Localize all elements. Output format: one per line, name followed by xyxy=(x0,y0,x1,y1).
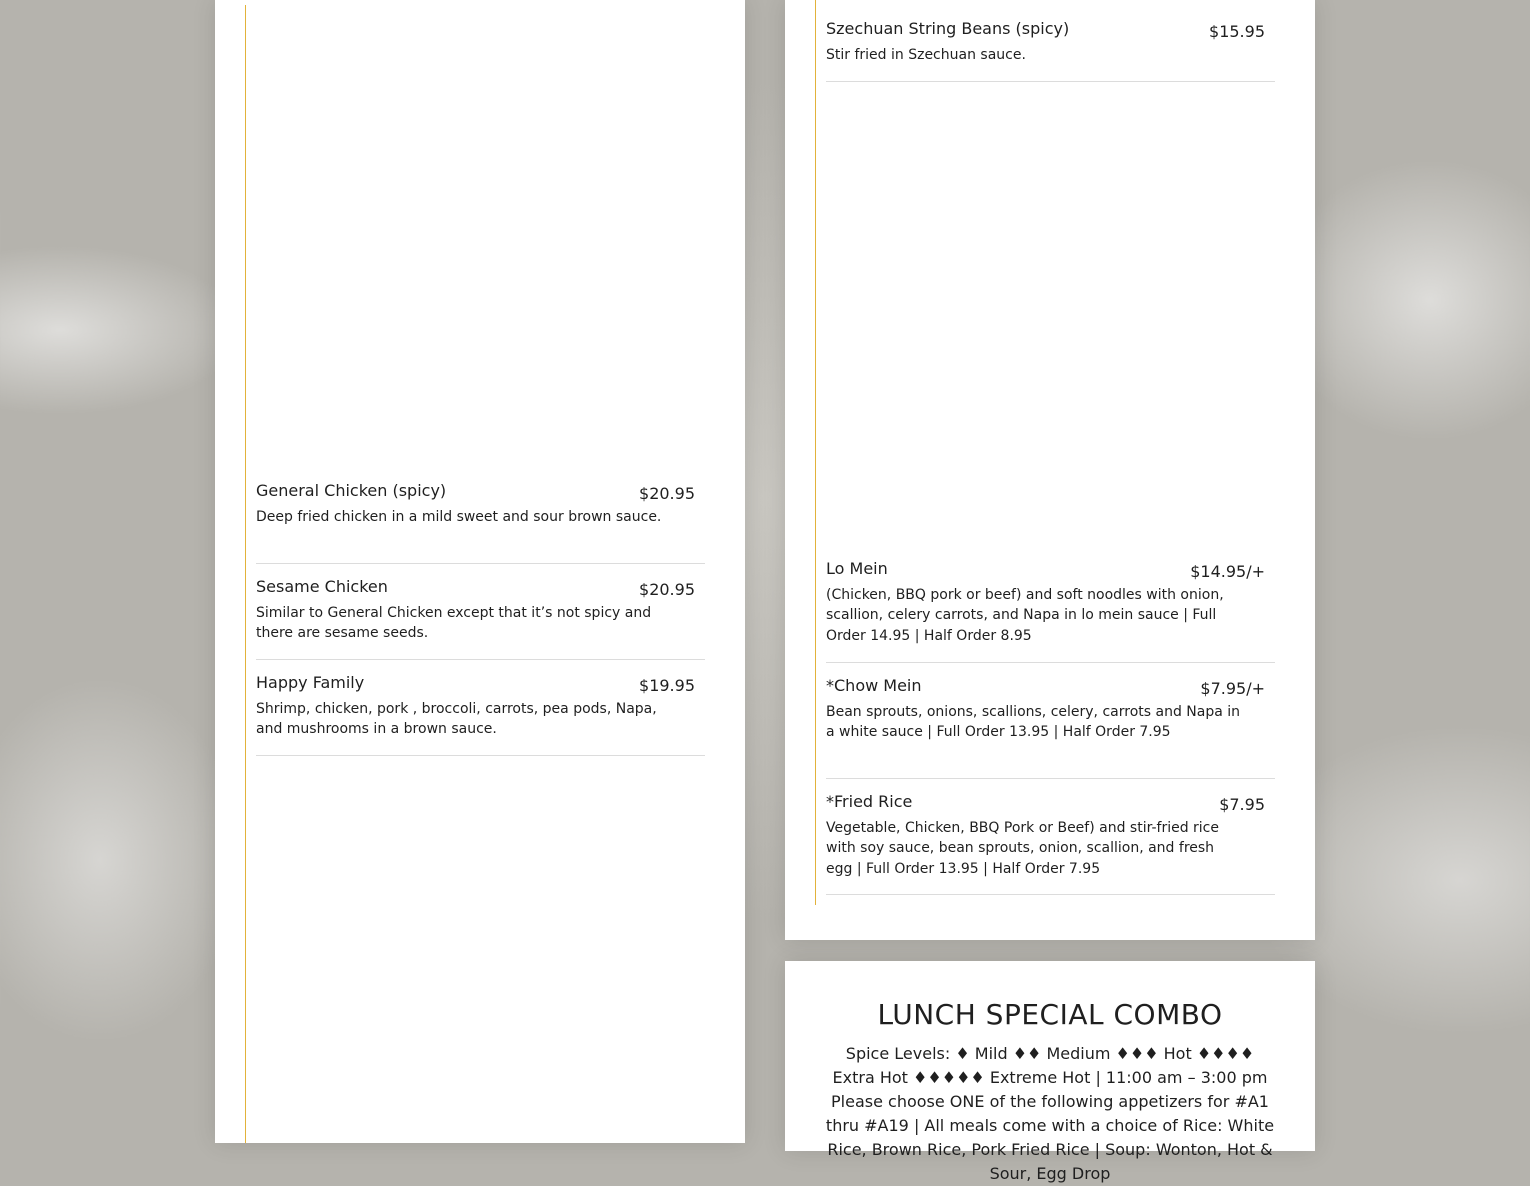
menu-item-description: Deep fried chicken in a mild sweet and sour brown sauce. xyxy=(256,509,662,525)
accent-divider xyxy=(815,0,816,905)
menu-item-name: Szechuan String Beans (spicy) xyxy=(826,19,1070,38)
menu-item xyxy=(256,577,705,660)
menu-item-name: General Chicken (spicy) xyxy=(256,481,447,500)
menu-panel-left xyxy=(215,0,745,1143)
menu-item-name: *Chow Mein xyxy=(826,676,922,695)
menu-item xyxy=(256,481,705,564)
lunch-special-panel xyxy=(785,961,1315,1183)
menu-item-name: Happy Family xyxy=(256,673,365,692)
menu-item xyxy=(826,792,1275,895)
section-title: LUNCH SPECIAL COMBO xyxy=(877,998,1223,1031)
accent-divider xyxy=(245,5,246,1143)
menu-item-description: Vegetable, Chicken, BBQ Pork or Beef) and stir-fried rice with soy sauce, bean sprouts, onion, scallion, and fresh egg | Full Order 13.95 | Half Order 7.95 xyxy=(826,820,1219,877)
section-description: Spice Levels: ♦ Mild ♦♦ Medium ♦♦♦ Hot ♦♦♦♦ Extra Hot ♦♦♦♦♦ Extreme Hot | 11:00 am – 3:00 pm Please choose ONE of the following appetizers for #A1 thru #A19 | All meals come with a choice of Rice: White Rice, Brown Rice, Pork Fried Rice | Soup: Wonton, Hot & Sour, Egg Drop xyxy=(825,1044,1275,1183)
menu-item-price: $20.95 xyxy=(639,580,695,599)
menu-item-description: Similar to General Chicken except that it’s not spicy and there are sesame seeds. xyxy=(256,605,652,642)
menu-item xyxy=(256,673,705,756)
menu-item-name: Lo Mein xyxy=(826,559,888,578)
menu-item xyxy=(826,676,1275,779)
menu-item-price: $19.95 xyxy=(639,676,695,695)
menu-item-price: $20.95 xyxy=(639,484,695,503)
menu-item-price: $15.95 xyxy=(1209,22,1265,41)
menu-item xyxy=(826,559,1275,663)
menu-item-price: $7.95/+ xyxy=(1200,679,1265,698)
menu-item xyxy=(826,19,1275,82)
menu-item-price: $7.95 xyxy=(1219,795,1265,814)
menu-item-description: (Chicken, BBQ pork or beef) and soft noodles with onion, scallion, celery carrots, and Napa in lo mein sauce | Full Order 14.95 | Half Order 8.95 xyxy=(826,587,1224,644)
menu-panel-right xyxy=(785,0,1315,940)
menu-item-description: Shrimp, chicken, pork , broccoli, carrots, pea pods, Napa, and mushrooms in a brown sauce. xyxy=(256,701,657,738)
menu-item-name: *Fried Rice xyxy=(826,792,913,811)
menu-item-price: $14.95/+ xyxy=(1190,562,1265,581)
menu-item-description: Bean sprouts, onions, scallions, celery, carrots and Napa in a white sauce | Full Order 13.95 | Half Order 7.95 xyxy=(826,704,1241,741)
menu-item-description: Stir fried in Szechuan sauce. xyxy=(826,47,1026,63)
menu-item-name: Sesame Chicken xyxy=(256,577,388,596)
